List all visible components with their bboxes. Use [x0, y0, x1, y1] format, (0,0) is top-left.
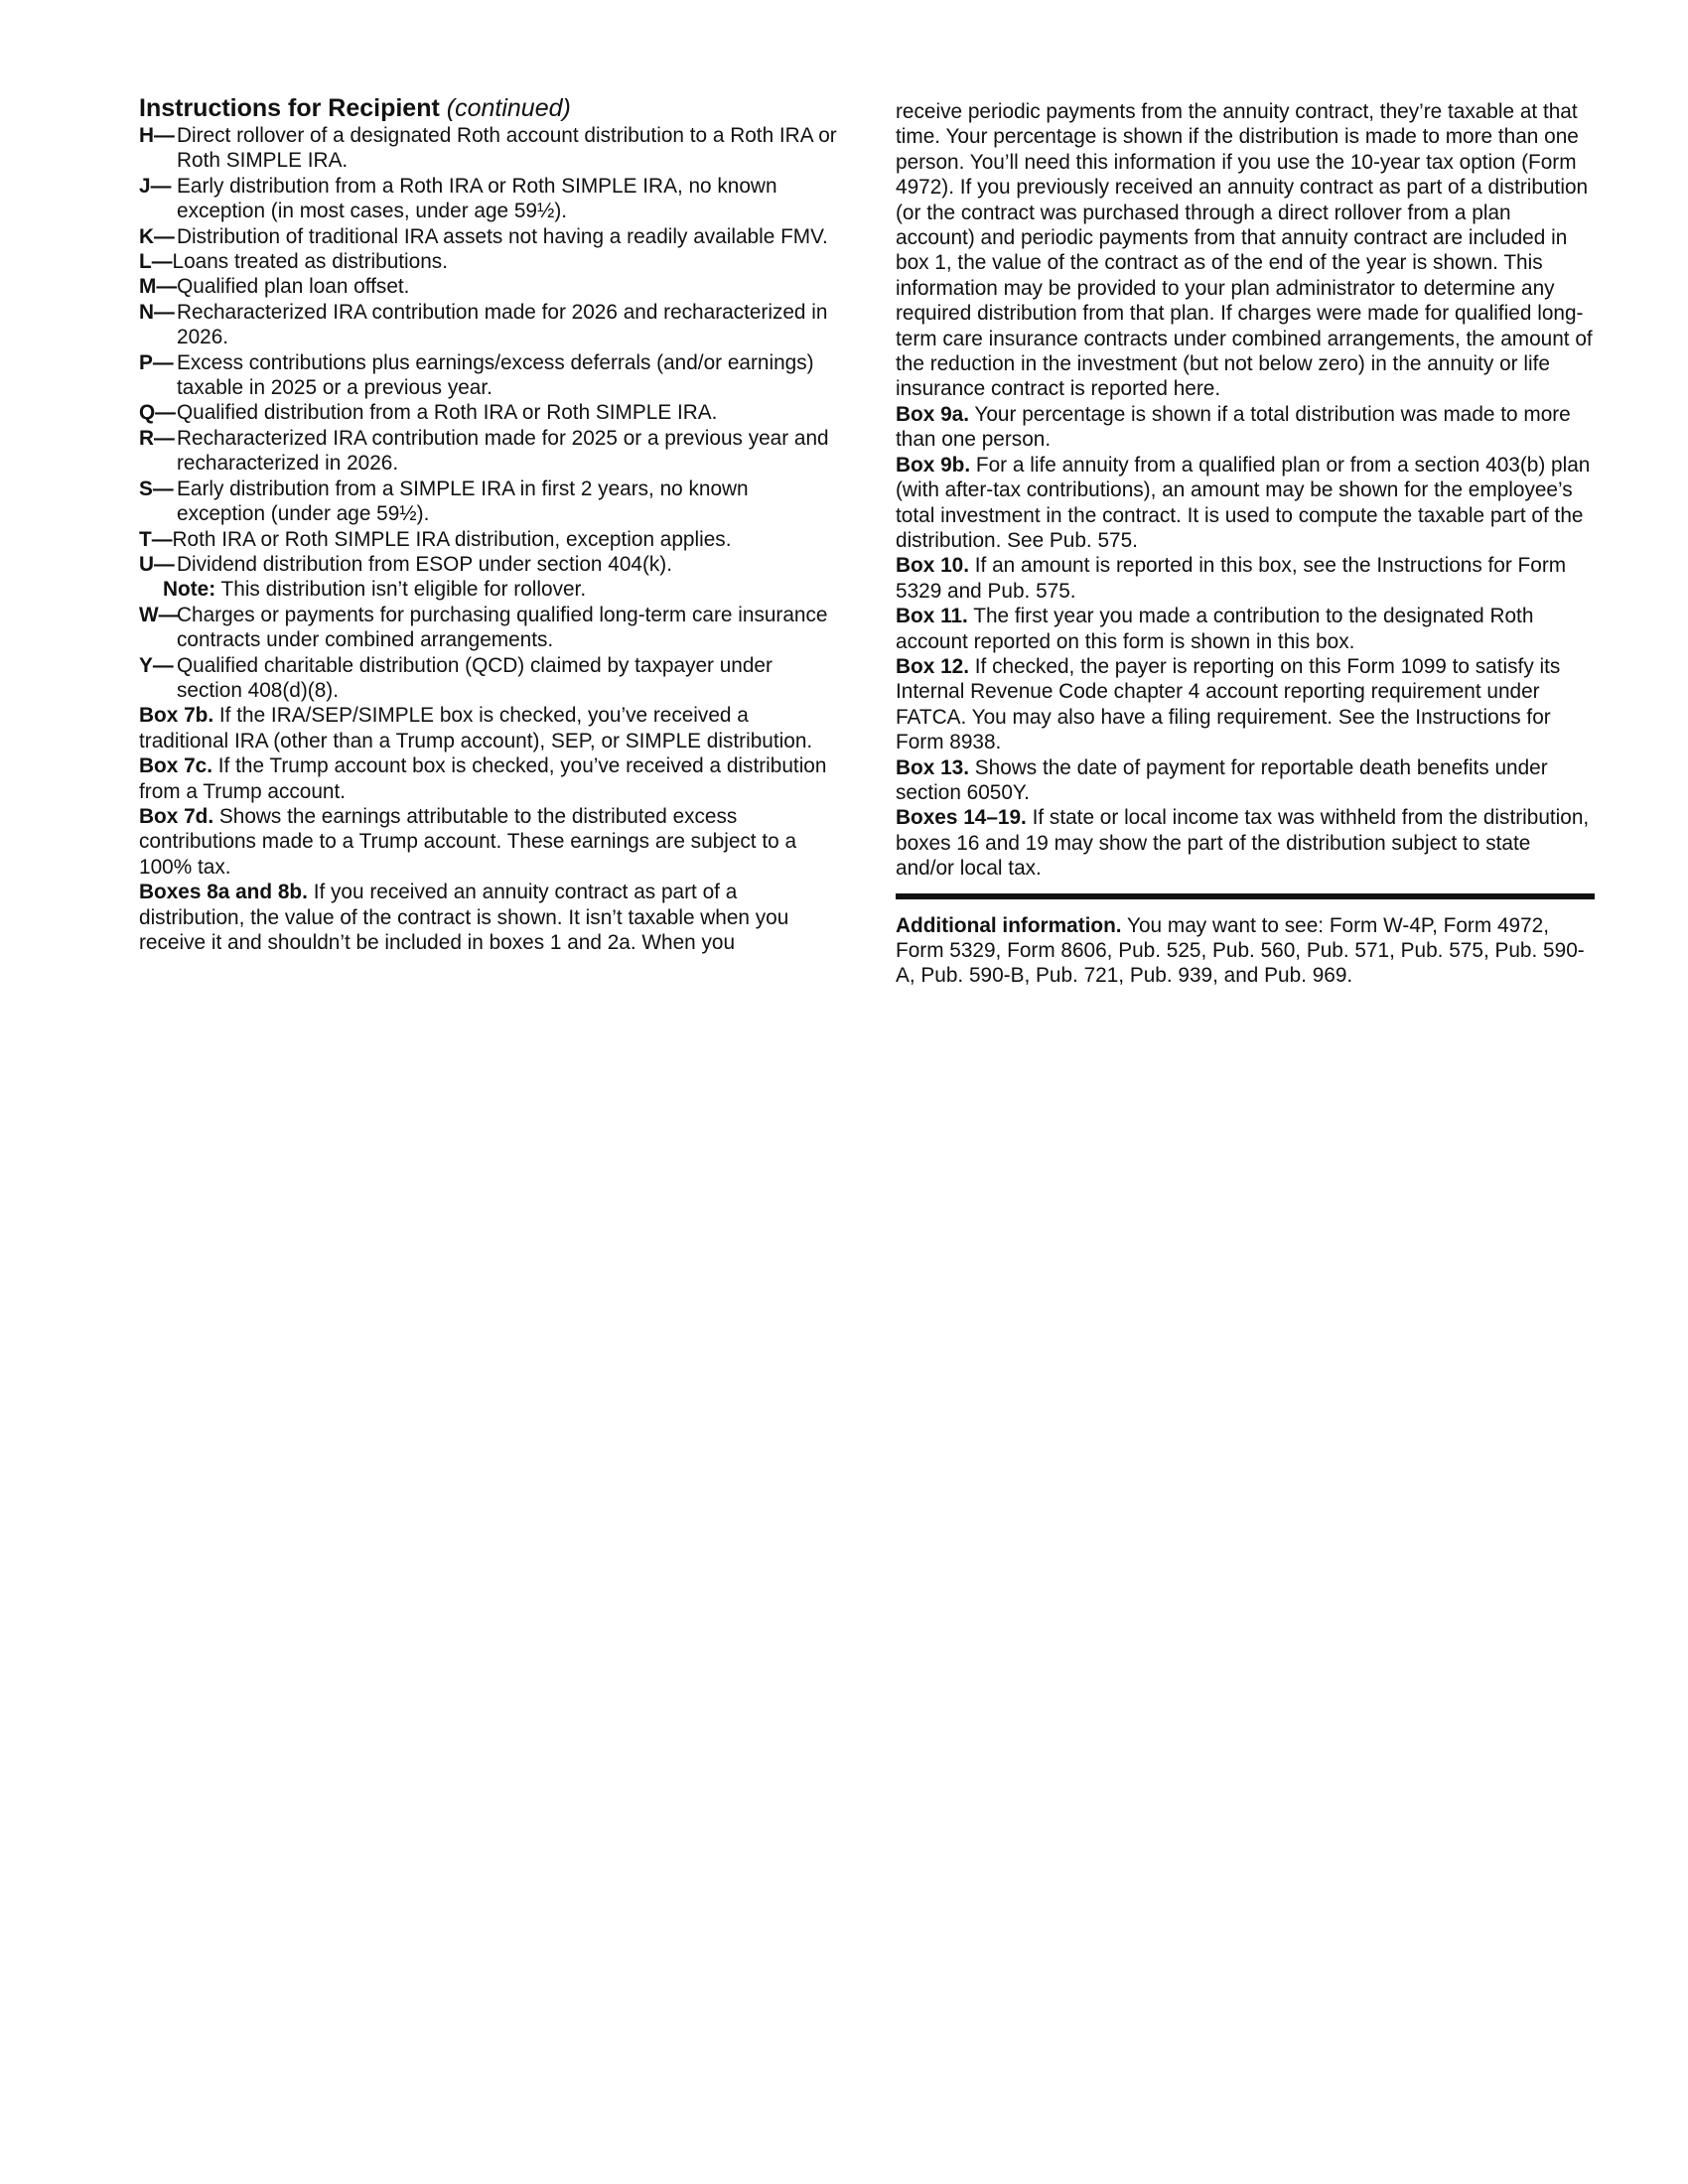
code-letter: T—: [139, 527, 173, 551]
boxes-14-19-paragraph: [896, 805, 1595, 881]
para-label: Box 7c.: [139, 754, 212, 778]
code-letter: H—: [139, 124, 175, 147]
code-item-m: [139, 274, 839, 299]
code-text: Qualified distribution from a Roth IRA or Roth SIMPLE IRA.: [177, 401, 718, 425]
code-item-j: [139, 174, 839, 224]
code-text: Recharacterized IRA contribution made for 2025 or a previous year and recharacterized in 2026.: [177, 426, 829, 476]
code-item-w: [139, 603, 839, 653]
code-text: Direct rollover of a designated Roth account distribution to a Roth IRA or Roth SIMPLE IRA.: [177, 124, 837, 173]
code-letter: J—: [139, 174, 172, 198]
code-text: Recharacterized IRA contribution made for 2026 and recharacterized in 2026.: [177, 300, 828, 349]
box-7d-paragraph: [139, 804, 839, 880]
code-letter: R—: [139, 426, 175, 450]
para-text: If the IRA/SEP/SIMPLE box is checked, you’ve received a traditional IRA (other than a Trump account), SEP, or SIMPLE distribution.: [139, 704, 813, 752]
note: [139, 577, 839, 602]
note-text: This distribution isn’t eligible for rollover.: [220, 578, 587, 602]
para-label: Box 7b.: [139, 704, 214, 728]
additional-label: Additional information.: [896, 913, 1122, 937]
code-item-q: [139, 400, 839, 425]
para-text: If checked, the payer is reporting on this Form 1099 to satisfy its Internal Revenue Code chapter 4 account reporting requirement under FATCA. You may also have a filing requirement. See the Instructions for Form 8938.: [896, 654, 1561, 754]
box-7b-paragraph: [139, 703, 839, 753]
note-label: Note:: [163, 578, 216, 602]
code-text: Excess contributions plus earnings/excess deferrals (and/or earnings) taxable in 2025 or a previous year.: [177, 350, 814, 400]
code-text: Qualified charitable distribution (QCD) claimed by taxpayer under section 408(d)(8).: [177, 653, 773, 702]
para-label: Box 13.: [896, 755, 969, 779]
additional-text: You may want to see: Form W-4P, Form 4972, Form 5329, Form 8606, Pub. 525, Pub. 560, Pub. 571, Pub. 575, Pub. 590-A, Pub. 590-B, Pub. 721, Pub. 939, and Pub. 969.: [896, 913, 1585, 988]
code-letter: Q—: [139, 401, 176, 425]
code-item-h: [139, 123, 839, 174]
para-text: Your percentage is shown if a total distribution was made to more than one person.: [896, 402, 1571, 452]
heading-continued: (continued): [446, 94, 571, 122]
para-label: Box 9b.: [896, 453, 971, 477]
code-item-s: [139, 477, 839, 527]
code-item-n: [139, 300, 839, 350]
code-letter: Y—: [139, 653, 174, 677]
left-column: [139, 93, 839, 955]
code-text: Roth IRA or Roth SIMPLE IRA distribution, exception applies.: [172, 527, 732, 551]
para-label: Boxes 14–19.: [896, 806, 1027, 830]
code-item-y: [139, 653, 839, 704]
code-text: Early distribution from a Roth IRA or Roth SIMPLE IRA, no known exception (in most cases, under age 59½).: [177, 174, 777, 223]
heading-title: Instructions for Recipient: [139, 94, 440, 122]
box-9b-paragraph: [896, 453, 1595, 554]
code-item-u: [139, 552, 839, 577]
code-text: Qualified plan loan offset.: [177, 275, 410, 299]
right-column: [896, 99, 1595, 989]
code-letter: L—: [139, 250, 173, 274]
para-label: Box 10.: [896, 554, 969, 578]
para-label: Box 9a.: [896, 402, 969, 426]
box-11-paragraph: [896, 604, 1595, 654]
box-7c-paragraph: [139, 753, 839, 804]
code-item-l: [139, 249, 839, 274]
code-letter: S—: [139, 477, 174, 500]
code-text: Dividend distribution from ESOP under section 404(k).: [177, 552, 672, 576]
para-label: Box 11.: [896, 605, 968, 628]
continued-paragraph: receive periodic payments from the annuity contract, they’re taxable at that time. Your percentage is shown if the distribution is made to more than one person. You’ll need this information if you use the 10-year tax option (Form 4972). If you previously received an annuity contract as part of a distribution (or the contract was purchased through a direct rollover from a plan account) and periodic payments from that annuity contract are included in box 1, the value of the contract as of the end of the year is shown. This information may be provided to your plan administrator to determine any required distribution from that plan. If charges were made for qualified long-term care insurance contracts under combined arrangements, the amount of the reduction in the investment (but not below zero) in the annuity or life insurance contract is reported here.: [896, 100, 1593, 401]
code-letter: U—: [139, 552, 175, 576]
section-divider: [896, 893, 1595, 899]
para-text: If an amount is reported in this box, see the Instructions for Form 5329 and Pub. 575.: [896, 554, 1567, 603]
para-text: Shows the earnings attributable to the distributed excess contributions made to a Trump account. These earnings are subject to a 100% tax.: [139, 804, 797, 879]
para-label: Box 7d.: [139, 804, 214, 828]
para-text: If state or local income tax was withheld from the distribution, boxes 16 and 19 may show the part of the distribution subject to state and/or local tax.: [896, 806, 1590, 881]
code-item-p: [139, 350, 839, 401]
code-letter: N—: [139, 300, 175, 324]
code-text: Early distribution from a SIMPLE IRA in first 2 years, no known exception (under age 59½).: [177, 477, 749, 526]
para-text: If the Trump account box is checked, you’ve received a distribution from a Trump account.: [139, 754, 827, 803]
box-9a-paragraph: [896, 402, 1595, 453]
code-text: Distribution of traditional IRA assets not having a readily available FMV.: [177, 224, 828, 248]
code-text: Charges or payments for purchasing qualified long-term care insurance contracts under combined arrangements.: [177, 603, 828, 652]
code-item-t: [139, 527, 839, 552]
box-10-paragraph: [896, 553, 1595, 604]
code-letter: K—: [139, 224, 175, 248]
para-text: For a life annuity from a qualified plan or from a section 403(b) plan (with after-tax contributions), an amount may be shown for the employee’s total investment in the contract. It is used to compute the taxable part of the distribution. See Pub. 575.: [896, 453, 1591, 552]
para-text: If you received an annuity contract as part of a distribution, the value of the contract is shown. It isn’t taxable when you receive it and shouldn’t be included in boxes 1 and 2a. When you: [139, 881, 789, 954]
additional-information-paragraph: [896, 913, 1595, 989]
para-label: Box 12.: [896, 654, 969, 678]
code-letter: W—: [139, 603, 180, 626]
boxes-8a-8b-paragraph: [139, 880, 839, 955]
box-13-paragraph: [896, 755, 1595, 806]
code-item-r: [139, 426, 839, 477]
code-item-k: [139, 224, 839, 249]
box-12-paragraph: [896, 654, 1595, 755]
section-heading: [139, 93, 839, 123]
code-text: Loans treated as distributions.: [172, 250, 448, 274]
code-letter: P—: [139, 350, 174, 374]
para-label: Boxes 8a and 8b.: [139, 881, 308, 904]
para-text: The first year you made a contribution to the designated Roth account reported on this form is shown in this box.: [896, 605, 1534, 653]
para-text: Shows the date of payment for reportable death benefits under section 6050Y.: [896, 755, 1548, 804]
code-letter: M—: [139, 275, 178, 299]
